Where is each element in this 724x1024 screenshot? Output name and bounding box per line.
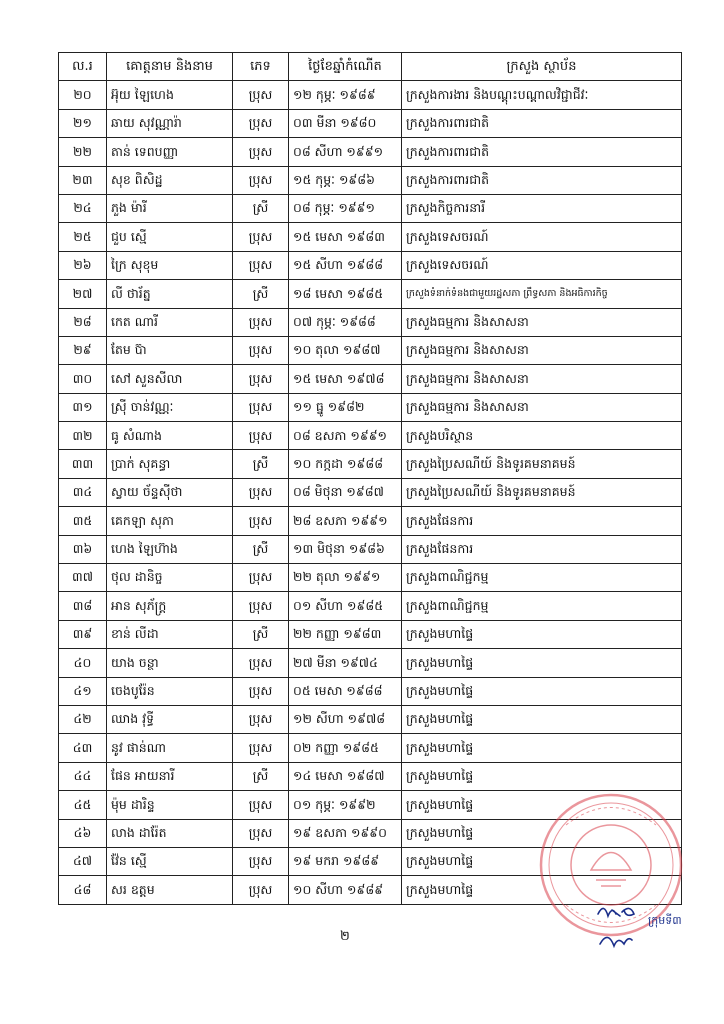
sex-cell: ប្រុស — [233, 336, 289, 364]
table-row — [59, 535, 682, 563]
full-name-cell: ហេង ឡៃហ៊ាង — [107, 535, 233, 563]
date-of-birth-cell: ១៥ កុម្ភៈ ១៩៨៦ — [289, 166, 402, 194]
date-of-birth-cell: ២២ តុលា ១៩៩១ — [289, 564, 402, 592]
institution-cell: ក្រសួងមហាផ្ទៃ — [402, 791, 682, 819]
row-number-cell: ៣៧ — [59, 564, 107, 592]
row-number-cell: ២១ — [59, 109, 107, 137]
table-row — [59, 223, 682, 251]
sex-cell: ប្រុស — [233, 478, 289, 506]
table-row — [59, 564, 682, 592]
table-row — [59, 280, 682, 308]
sex-cell: ប្រុស — [233, 138, 289, 166]
row-number-cell: ៣៩ — [59, 620, 107, 648]
sex-cell: ស្រី — [233, 280, 289, 308]
institution-cell: ក្រសួងមហាផ្ទៃ — [402, 847, 682, 875]
table-row — [59, 705, 682, 733]
full-name-cell: ភួង ម៉ារី — [107, 194, 233, 222]
table-row — [59, 620, 682, 648]
row-number-cell: ៤៨ — [59, 876, 107, 904]
table-row — [59, 336, 682, 364]
table-row — [59, 166, 682, 194]
header-institution: ក្រសួង ស្ថាប័ន — [402, 53, 682, 81]
date-of-birth-cell: ១៥ មេសា ១៩៧៨ — [289, 365, 402, 393]
full-name-cell: ឆាយ សុវណ្ណារ៉ា — [107, 109, 233, 137]
full-name-cell: លាង ដារ៉ែត — [107, 819, 233, 847]
table-body — [59, 81, 682, 904]
table-row — [59, 81, 682, 109]
sex-cell: ស្រី — [233, 194, 289, 222]
date-of-birth-cell: ១០ សីហា ១៩៨៩ — [289, 876, 402, 904]
institution-cell: ក្រសួងការពារជាតិ — [402, 166, 682, 194]
sex-cell: ប្រុស — [233, 166, 289, 194]
sex-cell: ស្រី — [233, 450, 289, 478]
date-of-birth-cell: ១៨ មេសា ១៩៨៥ — [289, 280, 402, 308]
date-of-birth-cell: ០៨ ឧសភា ១៩៩១ — [289, 422, 402, 450]
table-row — [59, 450, 682, 478]
header-number: ល.រ — [59, 53, 107, 81]
row-number-cell: ៣៣ — [59, 450, 107, 478]
row-number-cell: ៣៥ — [59, 507, 107, 535]
full-name-cell: ស្រ៊ី ចាន់វណ្ណៈ — [107, 393, 233, 421]
date-of-birth-cell: ១០ តុលា ១៩៨៧ — [289, 336, 402, 364]
header-date-of-birth: ថ្ងៃខែឆ្នាំកំណើត — [289, 53, 402, 81]
date-of-birth-cell: ១១ ធ្នូ ១៩៨២ — [289, 393, 402, 421]
row-number-cell: ៣៨ — [59, 592, 107, 620]
row-number-cell: ៣០ — [59, 365, 107, 393]
date-of-birth-cell: ១៣ មិថុនា ១៩៨៦ — [289, 535, 402, 563]
full-name-cell: យាង ចន្ថា — [107, 649, 233, 677]
institution-cell: ក្រសួងបរិស្ថាន — [402, 422, 682, 450]
table-row — [59, 734, 682, 762]
sex-cell: ប្រុស — [233, 251, 289, 279]
institution-cell: ក្រសួងទំនាក់ទំនងជាមួយរដ្ឋសភា ព្រឹទ្ធសភា និងអធិការកិច្ច — [402, 280, 682, 308]
sex-cell: ប្រុស — [233, 649, 289, 677]
row-number-cell: ៤៣ — [59, 734, 107, 762]
sex-cell: ប្រុស — [233, 592, 289, 620]
full-name-cell: សៅ សួនសីលា — [107, 365, 233, 393]
table-row — [59, 478, 682, 506]
institution-cell: ក្រសួងធម្មការ និងសាសនា — [402, 336, 682, 364]
sex-cell: ស្រី — [233, 762, 289, 790]
row-number-cell: ៤៧ — [59, 847, 107, 875]
full-name-cell: ប្រាក់ សុគន្ធា — [107, 450, 233, 478]
header-sex: ភេទ — [233, 53, 289, 81]
sex-cell: ប្រុស — [233, 705, 289, 733]
row-number-cell: ២៤ — [59, 194, 107, 222]
row-number-cell: ២២ — [59, 138, 107, 166]
institution-cell: ក្រសួងការងារ និងបណ្តុះបណ្តាលវិជ្ជាជីវៈ — [402, 81, 682, 109]
full-name-cell: ធូ សំណាង — [107, 422, 233, 450]
row-number-cell: ២០ — [59, 81, 107, 109]
institution-cell: ក្រសួងមហាផ្ទៃ — [402, 762, 682, 790]
date-of-birth-cell: ១៩ ឧសភា ១៩៩០ — [289, 819, 402, 847]
institution-cell: ក្រសួងពាណិជ្ជកម្ម — [402, 592, 682, 620]
table-row — [59, 308, 682, 336]
row-number-cell: ២៥ — [59, 223, 107, 251]
participant-table — [58, 52, 682, 905]
date-of-birth-cell: ២៨ ឧសភា ១៩៩១ — [289, 507, 402, 535]
row-number-cell: ២៨ — [59, 308, 107, 336]
sex-cell: ប្រុស — [233, 365, 289, 393]
sex-cell: ប្រុស — [233, 422, 289, 450]
row-number-cell: ៣៦ — [59, 535, 107, 563]
table-row — [59, 365, 682, 393]
full-name-cell: ចេងបូរ៉ែន — [107, 677, 233, 705]
sex-cell: ប្រុស — [233, 109, 289, 137]
date-of-birth-cell: ០៨ សីហា ១៩៩១ — [289, 138, 402, 166]
date-of-birth-cell: ០២ កញ្ញា ១៩៨៥ — [289, 734, 402, 762]
full-name-cell: លី ថារ័ត្ន — [107, 280, 233, 308]
full-name-cell: គេកឡា សុភា — [107, 507, 233, 535]
institution-cell: ក្រសួងពាណិជ្ជកម្ម — [402, 564, 682, 592]
full-name-cell: ម៉ុម ដារិន្ទ — [107, 791, 233, 819]
full-name-cell: សុខ ពិសិដ្ឋ — [107, 166, 233, 194]
sex-cell: ប្រុស — [233, 791, 289, 819]
sex-cell: ប្រុស — [233, 393, 289, 421]
table-row — [59, 138, 682, 166]
row-number-cell: ៤១ — [59, 677, 107, 705]
institution-cell: ក្រសួងមហាផ្ទៃ — [402, 649, 682, 677]
sex-cell: ប្រុស — [233, 819, 289, 847]
table-row — [59, 507, 682, 535]
row-number-cell: ៤២ — [59, 705, 107, 733]
row-number-cell: ៤០ — [59, 649, 107, 677]
full-name-cell: ឈាង វុទ្ធី — [107, 705, 233, 733]
table-row — [59, 762, 682, 790]
full-name-cell: ផែន អាយនារី — [107, 762, 233, 790]
row-number-cell: ៤៤ — [59, 762, 107, 790]
date-of-birth-cell: ១២ សីហា ១៩៧៨ — [289, 705, 402, 733]
institution-cell: ក្រសួងមហាផ្ទៃ — [402, 677, 682, 705]
sex-cell: ប្រុស — [233, 223, 289, 251]
handwritten-signature — [590, 900, 660, 960]
full-name-cell: ជួប ស្មើ — [107, 223, 233, 251]
sex-cell: ប្រុស — [233, 564, 289, 592]
row-number-cell: ៤៦ — [59, 819, 107, 847]
sex-cell: ប្រុស — [233, 507, 289, 535]
sex-cell: ប្រុស — [233, 677, 289, 705]
date-of-birth-cell: ០៥ មេសា ១៩៨៨ — [289, 677, 402, 705]
full-name-cell: ថុល ដានិច្ច — [107, 564, 233, 592]
institution-cell: ក្រសួងប្រៃសណីយ៍ និងទូរគមនាគមន៍ — [402, 478, 682, 506]
date-of-birth-cell: ០៨ មិថុនា ១៩៨៧ — [289, 478, 402, 506]
row-number-cell: ៤៥ — [59, 791, 107, 819]
date-of-birth-cell: ០១ សីហា ១៩៨៥ — [289, 592, 402, 620]
institution-cell: ក្រសួងការពារជាតិ — [402, 138, 682, 166]
institution-cell: ក្រសួងមហាផ្ទៃ — [402, 819, 682, 847]
full-name-cell: អ៊ុយ ឡៃហេង — [107, 81, 233, 109]
full-name-cell: ខាន់ លីដា — [107, 620, 233, 648]
date-of-birth-cell: ១៩ មករា ១៩៨៩ — [289, 847, 402, 875]
institution-cell: ក្រសួងមហាផ្ទៃ — [402, 876, 682, 904]
row-number-cell: ២៧ — [59, 280, 107, 308]
table-row — [59, 677, 682, 705]
date-of-birth-cell: ០៧ កុម្ភៈ ១៩៨៨ — [289, 308, 402, 336]
institution-cell: ក្រសួងធម្មការ និងសាសនា — [402, 393, 682, 421]
table-row — [59, 393, 682, 421]
date-of-birth-cell: ១៥ សីហា ១៩៨៨ — [289, 251, 402, 279]
full-name-cell: តាន់ ទេពបញ្ញា — [107, 138, 233, 166]
sex-cell: ប្រុស — [233, 734, 289, 762]
table-header-row — [59, 53, 682, 81]
institution-cell: ក្រសួងការពារជាតិ — [402, 109, 682, 137]
date-of-birth-cell: ១៥ មេសា ១៩៨៣ — [289, 223, 402, 251]
institution-cell: ក្រសួងមហាផ្ទៃ — [402, 705, 682, 733]
institution-cell: ក្រសួងទេសចរណ៍ — [402, 251, 682, 279]
table-row — [59, 592, 682, 620]
row-number-cell: ២៣ — [59, 166, 107, 194]
table-row — [59, 194, 682, 222]
table-row — [59, 109, 682, 137]
institution-cell: ក្រសួងកិច្ចការនារី — [402, 194, 682, 222]
date-of-birth-cell: ០១ កុម្ភៈ ១៩៩២ — [289, 791, 402, 819]
full-name-cell: វ៉ែន ស្មើ — [107, 847, 233, 875]
institution-cell: ក្រសួងមហាផ្ទៃ — [402, 620, 682, 648]
sex-cell: ស្រី — [233, 535, 289, 563]
table-row — [59, 649, 682, 677]
institution-cell: ក្រសួងផែនការ — [402, 507, 682, 535]
row-number-cell: ២៩ — [59, 336, 107, 364]
date-of-birth-cell: ១២ កុម្ភៈ ១៩៨៩ — [289, 81, 402, 109]
date-of-birth-cell: ០៣ មីនា ១៩៨០ — [289, 109, 402, 137]
sex-cell: ប្រុស — [233, 308, 289, 336]
date-of-birth-cell: ១០ កក្កដា ១៩៨៨ — [289, 450, 402, 478]
full-name-cell: សរ ឧត្តម — [107, 876, 233, 904]
full-name-cell: ក្រៃ សុខុម — [107, 251, 233, 279]
row-number-cell: ២៦ — [59, 251, 107, 279]
sex-cell: ប្រុស — [233, 81, 289, 109]
row-number-cell: ៣២ — [59, 422, 107, 450]
date-of-birth-cell: ១៤ មេសា ១៩៨៧ — [289, 762, 402, 790]
sex-cell: ប្រុស — [233, 876, 289, 904]
sex-cell: ប្រុស — [233, 847, 289, 875]
row-number-cell: ៣៤ — [59, 478, 107, 506]
institution-cell: ក្រសួងទេសចរណ៍ — [402, 223, 682, 251]
signature-label: ក្រុមទី៣ — [648, 914, 682, 927]
table-row — [59, 251, 682, 279]
full-name-cell: ស្វាយ ច័ន្ទស៊ីថា — [107, 478, 233, 506]
full-name-cell: នូវ ផាន់ណា — [107, 734, 233, 762]
date-of-birth-cell: ២៧ មីនា ១៩៧៤ — [289, 649, 402, 677]
institution-cell: ក្រសួងមហាផ្ទៃ — [402, 734, 682, 762]
full-name-cell: កេត ណារី — [107, 308, 233, 336]
date-of-birth-cell: ២២ កញ្ញា ១៩៨៣ — [289, 620, 402, 648]
full-name-cell: អាន សុភ័ក្រ្ត — [107, 592, 233, 620]
sex-cell: ស្រី — [233, 620, 289, 648]
institution-cell: ក្រសួងផែនការ — [402, 535, 682, 563]
institution-cell: ក្រសួងធម្មការ និងសាសនា — [402, 308, 682, 336]
institution-cell: ក្រសួងធម្មការ និងសាសនា — [402, 365, 682, 393]
table-row — [59, 422, 682, 450]
row-number-cell: ៣១ — [59, 393, 107, 421]
full-name-cell: តែម ប៊ា — [107, 336, 233, 364]
date-of-birth-cell: ០៨ កុម្ភៈ ១៩៩១ — [289, 194, 402, 222]
institution-cell: ក្រសួងប្រៃសណីយ៍ និងទូរគមនាគមន៍ — [402, 450, 682, 478]
page-number: ២ — [340, 929, 350, 944]
header-name: គោត្តនាម និងនាម — [107, 53, 233, 81]
